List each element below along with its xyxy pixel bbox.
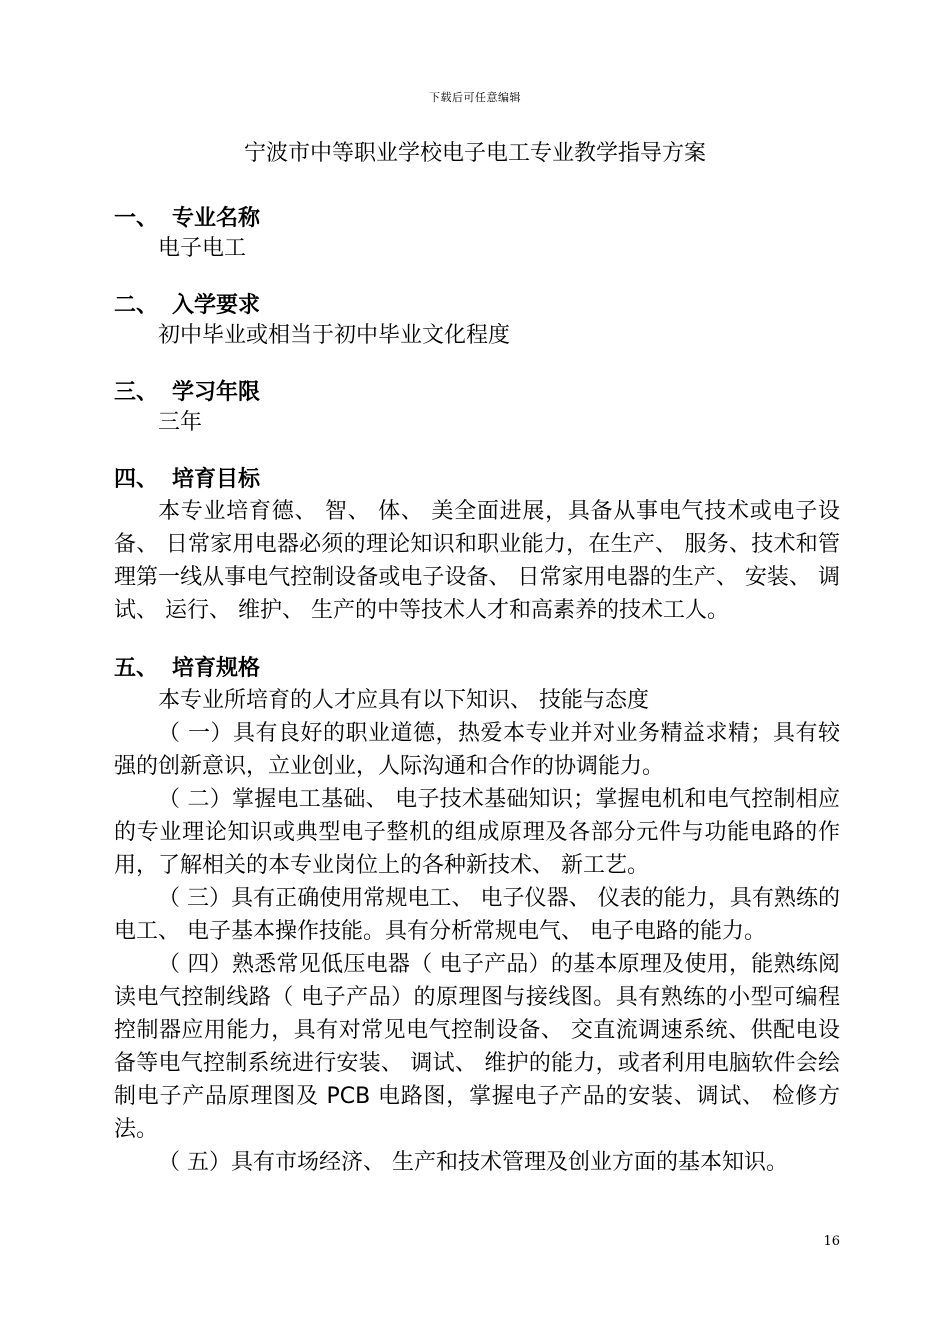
section-heading — [114, 291, 840, 321]
section-title: 入学要求 — [172, 293, 261, 318]
body-paragraph: （ 五）具有市场经济、 生产和技术管理及创业方面的基本知识。 — [158, 1150, 788, 1175]
body-paragraph: （ 三）具有正确使用常规电工、 电子仪器、 仪表的能力，具有熟练的电工、 电子基本操作技能。具有分析常规电气、 电子电路的能力。 — [114, 886, 840, 944]
section-title: 培育规格 — [172, 656, 261, 681]
section-training-goal — [114, 465, 840, 627]
document-title: 宁波市中等职业学校电子电工专业教学指导方案 — [243, 141, 706, 166]
section-title: 学习年限 — [172, 380, 261, 405]
section-duration — [114, 378, 840, 438]
page-number: 16 — [823, 1234, 840, 1249]
section-training-spec — [114, 654, 840, 1179]
section-heading — [114, 378, 840, 408]
document-body — [114, 204, 840, 1206]
body-paragraph: 本专业所培育的人才应具有以下知识、 技能与态度 — [158, 688, 649, 713]
section-heading — [114, 654, 840, 684]
body-paragraph: （ 二）掌握电工基础、 电子技术基础知识；掌握电机和电气控制相应的专业理论知识或典型电子整机的组成原理及各部分元件与功能电路的作用，了解相关的本专业岗位上的各种新技术、 新工艺。 — [114, 787, 840, 878]
section-value: 电子电工 — [158, 236, 247, 261]
body-paragraph: （ 一）具有良好的职业道德，热爱本专业并对业务精益求精；具有较强的创新意识，立业创业，人际沟通和合作的协调能力。 — [114, 721, 840, 779]
section-number: 一、 — [114, 206, 159, 231]
section-major-name — [114, 204, 840, 264]
section-number: 五、 — [114, 656, 159, 681]
section-title: 专业名称 — [172, 206, 261, 231]
section-value: 三年 — [158, 410, 203, 435]
section-heading — [114, 204, 840, 234]
body-paragraph: （ 四）熟悉常见低压电器（ 电子产品）的基本原理及使用，能熟练阅读电气控制线路（ 电子产品）的原理图与接线图。具有熟练的小型可编程控制器应用能力，具有对常见电气控制设备、 交直流调速系统、供配电设备等电气控制系统进行安装、 调试、 维护的能力，或者利用电脑软件会绘制电子产品原理图及 PCB 电路图，掌握电子产品的安装、调试、 检修方法。 — [114, 952, 840, 1142]
section-number: 四、 — [114, 467, 159, 492]
body-paragraph: 本专业培育德、 智、 体、 美全面进展，具备从事电气技术或电子设备、 日常家用电器必须的理论知识和职业能力，在生产、 服务、技术和管理第一线从事电气控制设备或电子设备、 日常家用电器的生产、 安装、 调试、 运行、 维护、 生产的中等技术人才和高素养的技术工人。 — [114, 499, 840, 623]
section-heading — [114, 465, 840, 495]
header-note: 下载后可任意编辑 — [429, 91, 521, 104]
section-admission — [114, 291, 840, 351]
section-number: 二、 — [114, 293, 159, 318]
section-title: 培育目标 — [172, 467, 261, 492]
section-value: 初中毕业或相当于初中毕业文化程度 — [158, 323, 511, 348]
section-number: 三、 — [114, 380, 159, 405]
